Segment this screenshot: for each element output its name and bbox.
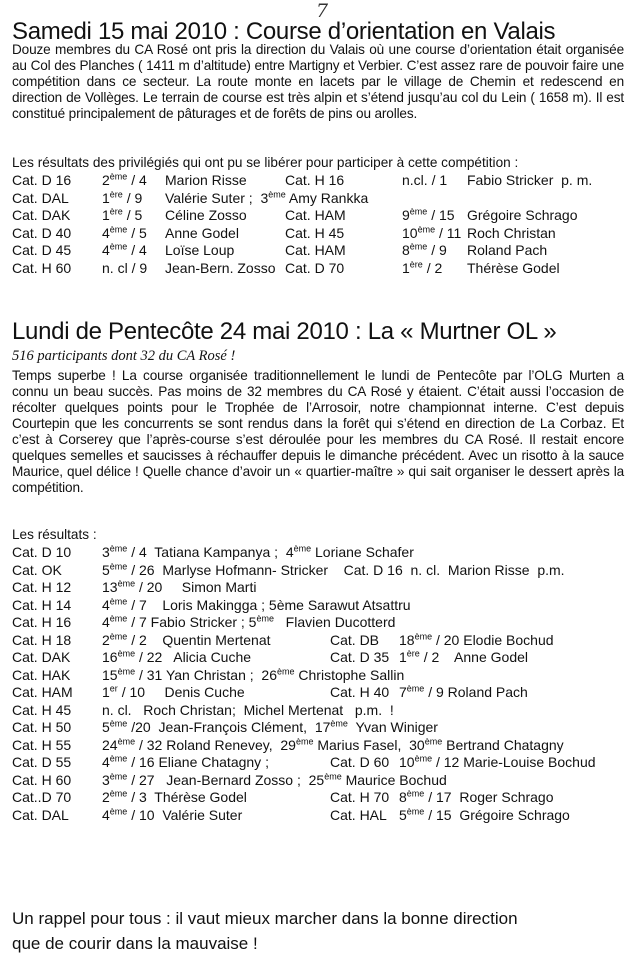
result-cell: Cat. DAK <box>12 207 71 223</box>
result-cell: Cat. H 55 <box>12 736 72 753</box>
result-cell: 18ème / 20 Elodie Bochud <box>399 630 554 648</box>
result-cell: Cat. H 12 <box>12 579 72 595</box>
result-row <box>12 597 632 615</box>
result-row <box>12 260 632 278</box>
result-cell: 1ère / 2 <box>402 258 443 276</box>
result-cell: Jean-Bern. Zosso <box>165 259 276 276</box>
section-1-paragraph: Douze membres du CA Rosé ont pris la direction du Valais où une course d’orientation était organisée au Col des Planches ( 1411 m d’altitude) entre Martigny et Verbier. C’est assez rare de pouvoir faire une compétition dans ce secteur. La route monte en lacets par le village de Chemin et redescend en direction de Vollèges. Le terrain de course est très alpin et s’étend jusqu’au col du Lein ( 1658 m). Il est constitué principalement de pâturages et de forêts de pins ou arolles. <box>12 42 624 121</box>
result-row <box>12 702 632 720</box>
result-cell: 10ème / 11 <box>402 223 462 241</box>
result-cell: Roland Pach <box>467 242 548 258</box>
result-row <box>12 632 632 650</box>
result-cell: 15ème / 31 Yan Christan ; 26ème Christophe Sallin <box>102 665 405 683</box>
reminder-line-1: Un rappel pour tous : il vaut mieux marcher dans la bonne direction <box>12 909 518 928</box>
result-row <box>12 207 632 225</box>
result-cell: 4ème / 7 Fabio Stricker ; 5ème Flavien Ducotterd <box>102 613 396 630</box>
result-cell: 4ème / 10 Valérie Suter <box>102 805 243 823</box>
result-row <box>12 562 632 580</box>
result-cell: Cat. D 45 <box>12 242 72 258</box>
result-cell: Cat. D 55 <box>12 754 72 770</box>
result-cell: Cat..D 70 <box>12 789 72 805</box>
result-cell: Valérie Suter ; 3ème Amy Rankka <box>165 188 369 206</box>
result-cell: 4ème / 16 Eliane Chatagny ; <box>102 753 269 770</box>
section-2-subtitle: 516 participants dont 32 du CA Rosé ! <box>12 348 236 364</box>
result-cell: 8ème / 9 <box>402 241 447 258</box>
result-cell: Anne Godel <box>165 224 239 241</box>
result-cell: 1er / 10 Denis Cuche <box>102 683 245 700</box>
result-cell: 2ème / 2 Quentin Mertenat <box>102 630 271 648</box>
result-cell: 5ème / 26 Marlyse Hofmann- Stricker Cat. D 16 n. cl. Marion Risse p.m. <box>102 560 565 578</box>
result-row <box>12 807 632 825</box>
result-row <box>12 737 632 755</box>
result-row <box>12 754 632 772</box>
result-cell: 2ème / 3 Thérèse Godel <box>102 788 247 805</box>
result-cell: 10ème / 12 Marie-Louise Bochud <box>399 753 596 770</box>
section-2-title: Lundi de Pentecôte 24 mai 2010 : La « Murtner OL » <box>12 318 557 345</box>
result-row <box>12 242 632 260</box>
result-cell: 7ème / 9 Roland Pach <box>399 683 528 700</box>
result-cell: Cat. H 45 <box>12 701 72 718</box>
result-cell: Cat. HAM <box>285 242 346 258</box>
result-cell: Cat. H 70 <box>330 789 390 805</box>
result-cell: Cat. D 60 <box>330 754 390 770</box>
result-row <box>12 684 632 702</box>
result-cell: 1ère / 9 <box>102 188 143 206</box>
result-cell: Cat. DAL <box>12 806 69 823</box>
result-row <box>12 772 632 790</box>
result-cell: n.cl. / 1 <box>402 172 448 188</box>
section-2-results-intro: Les résultats : <box>12 527 97 542</box>
page-number: 7 <box>316 0 329 22</box>
result-cell: Cat. H 50 <box>12 719 72 735</box>
section-2-results-table <box>12 544 632 824</box>
result-cell: Thérèse Godel <box>467 259 560 276</box>
result-cell: n. cl / 9 <box>102 259 148 276</box>
result-cell: Cat. D 70 <box>285 259 345 276</box>
result-cell: 4ème / 7 Loris Makingga ; 5ème Sarawut Atsattru <box>102 595 411 613</box>
result-cell: 13ème / 20 Simon Marti <box>102 578 257 595</box>
closing-reminder <box>12 906 518 956</box>
result-cell: n. cl. Roch Christan; Michel Mertenat p.m. ! <box>102 701 394 718</box>
result-cell: 4ème / 4 <box>102 241 147 258</box>
result-row <box>12 667 632 685</box>
result-cell: Cat. H 40 <box>330 684 390 700</box>
result-cell: Cat. DB <box>330 631 380 648</box>
result-cell: Cat. HAK <box>12 666 71 683</box>
result-cell: Cat. H 16 <box>12 614 72 630</box>
result-row <box>12 544 632 562</box>
result-cell: Cat. HAL <box>330 806 387 823</box>
result-cell: 5ème /20 Jean-François Clément, 17ème Yvan Winiger <box>102 718 438 735</box>
result-cell: Cat. D 35 <box>330 649 390 665</box>
result-cell: Cat. HAM <box>12 684 73 700</box>
result-cell: Cat. H 60 <box>12 771 72 788</box>
section-1-results-intro: Les résultats des privilégiés qui ont pu se libérer pour participer à cette compétition : <box>12 155 519 170</box>
result-row <box>12 789 632 807</box>
result-cell: Loïse Loup <box>165 242 235 258</box>
result-cell: 8ème / 17 Roger Schrago <box>399 788 554 805</box>
result-cell: Grégoire Schrago <box>467 207 578 223</box>
result-row <box>12 649 632 667</box>
result-cell: Cat. OK <box>12 561 62 578</box>
result-row <box>12 614 632 632</box>
result-cell: 24ème / 32 Roland Renevey, 29ème Marius Fasel, 30ème Bertrand Chatagny <box>102 735 564 753</box>
result-row <box>12 719 632 737</box>
result-cell: Fabio Stricker p. m. <box>467 172 593 188</box>
result-row <box>12 172 632 190</box>
result-cell: 5ème / 15 Grégoire Schrago <box>399 805 570 823</box>
result-row <box>12 190 632 208</box>
result-row <box>12 225 632 243</box>
result-cell: 1ère / 2 Anne Godel <box>399 648 528 665</box>
result-cell: Cat. H 60 <box>12 259 72 276</box>
section-2-paragraph: Temps superbe ! La course organisée traditionnellement le lundi de Pentecôte par l’OLG Murten a connu un beau succès. Pas moins de 32 membres du CA Rosé y étaient. C’était aussi l’occasion de récolter quelques points pour le Trophée de l’Arrosoir, notre championnat interne. C’est depuis Courtepin que les concurrents se sont rendus dans la forêt qui s’étend en direction de La Corbaz. Et c’est à Corserey que l’après-course s’est déroulée pour les membres du CA Rosé. Il restait encore quelques semelles et saucisses à réchauffer depuis le dimanche précédent. Avec un risotto à la sauce Maurice, quel délice ! Quelle chance d’avoir un « quartier-maître » qui sait organiser le dessert après la compétition. <box>12 368 624 495</box>
result-cell: Cat. H 14 <box>12 596 72 613</box>
result-row <box>12 579 632 597</box>
section-1-results-table <box>12 172 632 277</box>
result-cell: Cat. D 16 <box>12 172 72 188</box>
result-cell: Roch Christan <box>467 224 556 241</box>
section-1-title: Samedi 15 mai 2010 : Course d’orientation en Valais <box>12 18 556 45</box>
result-cell: Cat. D 40 <box>12 224 72 241</box>
result-cell: Cat. HAM <box>285 207 346 223</box>
reminder-line-2: que de courir dans la mauvaise ! <box>12 934 258 953</box>
result-cell: Cat. DAL <box>12 189 69 206</box>
result-cell: 4ème / 5 <box>102 223 147 241</box>
result-cell: Cat. H 45 <box>285 224 345 241</box>
result-cell: Marion Risse <box>165 172 247 188</box>
result-cell: 2ème / 4 <box>102 171 147 188</box>
result-cell: 3ème / 4 Tatiana Kampanya ; 4ème Loriane Schafer <box>102 543 414 560</box>
result-cell: 3ème / 27 Jean-Bernard Zosso ; 25ème Maurice Bochud <box>102 770 447 788</box>
result-cell: Cat. H 18 <box>12 631 72 648</box>
result-cell: Cat. D 10 <box>12 544 72 560</box>
result-cell: Cat. H 16 <box>285 172 345 188</box>
result-cell: Céline Zosso <box>165 207 247 223</box>
result-cell: 16ème / 22 Alicia Cuche <box>102 648 252 665</box>
result-cell: 1ère / 5 <box>102 206 143 223</box>
result-cell: Cat. DAK <box>12 649 71 665</box>
result-cell: 9ème / 15 <box>402 206 455 223</box>
